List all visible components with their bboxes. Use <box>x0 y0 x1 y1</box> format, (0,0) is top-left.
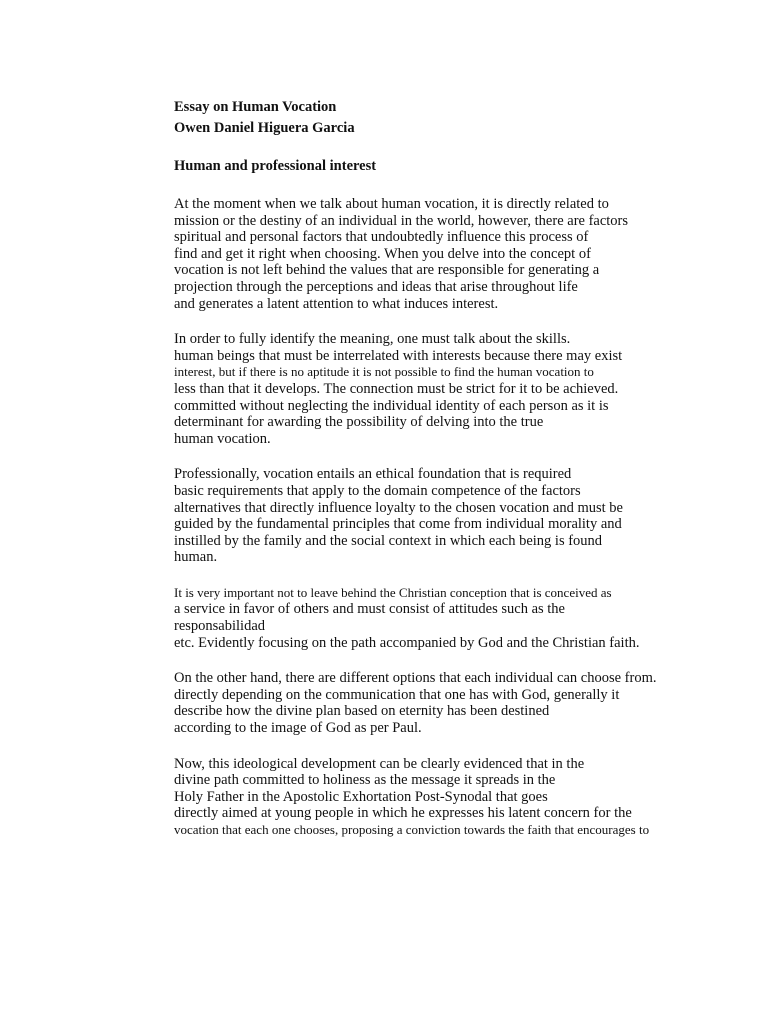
paragraph-line: vocation that each one chooses, proposing a conviction towards the faith that encourages to <box>174 822 650 837</box>
paragraph-line: etc. Evidently focusing on the path accompanied by God and the Christian faith. <box>174 634 640 651</box>
paragraph-line: interest, but if there is no aptitude it is not possible to find the human vocation to <box>174 364 594 380</box>
document-author: Owen Daniel Higuera Garcia <box>174 120 355 136</box>
paragraph-line: a service in favor of others and must consist of attitudes such as the <box>174 601 565 618</box>
paragraph-line: Now, this ideological development can be clearly evidenced that in the <box>174 755 585 772</box>
paragraph-6 <box>174 756 754 839</box>
paragraph-line: human beings that must be interrelated with interests because there may exist <box>174 347 623 364</box>
paragraph-line: Holy Father in the Apostolic Exhortation Post-Synodal that goes <box>174 788 548 805</box>
paragraph-line: spiritual and personal factors that undoubtedly influence this process of <box>174 229 589 246</box>
paragraph-line: vocation is not left behind the values that are responsible for generating a <box>174 262 600 279</box>
paragraph-line: On the other hand, there are different options that each individual can choose from. <box>174 670 657 687</box>
paragraph-2 <box>174 331 754 447</box>
paragraph-line: describe how the divine plan based on eternity has been destined <box>174 703 550 720</box>
paragraph-line: At the moment when we talk about human vocation, it is directly related to <box>174 196 609 212</box>
paragraph-line: directly depending on the communication that one has with God, generally it <box>174 686 620 703</box>
document-title: Essay on Human Vocation <box>174 99 337 115</box>
paragraph-line: divine path committed to holiness as the message it spreads in the <box>174 772 556 789</box>
paragraph-line: Professionally, vocation entails an ethical foundation that is required <box>174 466 572 483</box>
paragraph-line: find and get it right when choosing. When you delve into the concept of <box>174 245 591 262</box>
paragraph-line: committed without neglecting the individual identity of each person as it is <box>174 397 609 414</box>
paragraph-line: human. <box>174 549 218 566</box>
paragraph-line: directly aimed at young people in which he expresses his latent concern for the <box>174 805 632 822</box>
paragraph-5 <box>174 670 754 736</box>
paragraph-line: determinant for awarding the possibility of delving into the true <box>174 414 544 431</box>
paragraph-line: mission or the destiny of an individual in the world, however, there are factors <box>174 212 629 229</box>
paragraph-line: basic requirements that apply to the domain competence of the factors <box>174 482 581 499</box>
paragraph-line: and generates a latent attention to what induces interest. <box>174 295 499 312</box>
paragraph-line: guided by the fundamental principles that come from individual morality and <box>174 516 622 533</box>
document-body <box>174 97 754 839</box>
paragraph-line: instilled by the family and the social context in which each being is found <box>174 532 603 549</box>
paragraph-4 <box>174 585 754 651</box>
paragraph-line: alternatives that directly influence loyalty to the chosen vocation and must be <box>174 499 623 516</box>
section-heading: Human and professional interest <box>174 158 377 174</box>
paragraph-3 <box>174 466 754 566</box>
paragraph-line: responsabilidad <box>174 618 266 635</box>
paragraph-line: projection through the perceptions and ideas that arise throughout life <box>174 278 578 295</box>
paragraph-line: less than that it develops. The connection must be strict for it to be achieved. <box>174 380 619 397</box>
paragraph-line: according to the image of God as per Paul. <box>174 720 422 737</box>
paragraph-line: In order to fully identify the meaning, one must talk about the skills. <box>174 331 571 348</box>
paragraph-1 <box>174 196 754 312</box>
paragraph-line: human vocation. <box>174 430 271 447</box>
paragraph-line: It is very important not to leave behind the Christian conception that is conceived as <box>174 584 612 600</box>
